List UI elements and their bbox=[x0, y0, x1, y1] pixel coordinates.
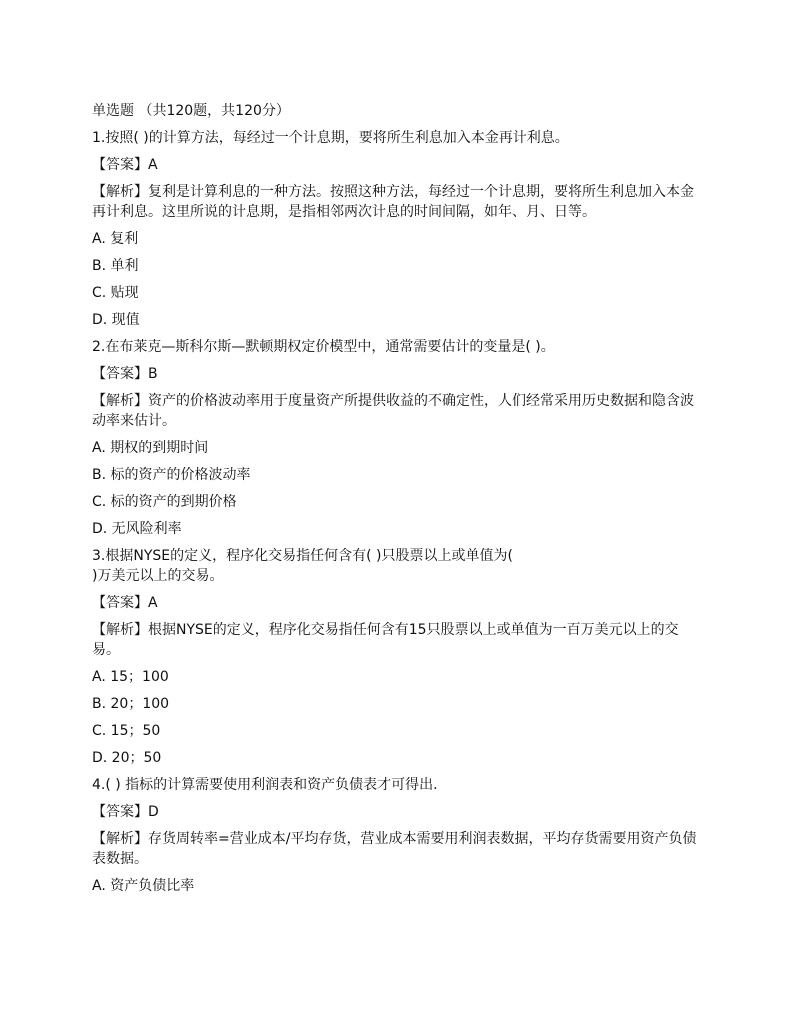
analysis-label: 【解析】 bbox=[92, 831, 148, 847]
question-stem: 4.( ) 指标的计算需要使用利润表和资产负债表才可得出. bbox=[92, 777, 438, 793]
answer-value: A bbox=[148, 157, 158, 173]
option: D. 20；50 bbox=[92, 750, 162, 766]
answer-label: 【答案】 bbox=[92, 595, 148, 611]
answer-value: A bbox=[148, 595, 158, 611]
analysis-text: 复利是计算利息的一种方法。按照这种方法，每经过一个计息期，要将所生利息加入本金再计利息。这里所说的计息期，是指相邻两次计息的时间间隔，如年、月、日等。 bbox=[92, 184, 694, 220]
option: B. 20；100 bbox=[92, 696, 170, 712]
analysis-text: 存货周转率=营业成本/平均存货，营业成本需要用利润表数据，平均存货需要用资产负债表数据。 bbox=[92, 831, 697, 867]
option: B. 标的资产的价格波动率 bbox=[92, 467, 251, 483]
analysis-line bbox=[92, 620, 704, 660]
answer-value: B bbox=[148, 366, 158, 382]
option: C. 15；50 bbox=[92, 723, 161, 739]
answer-label: 【答案】 bbox=[92, 366, 148, 382]
option: D. 现值 bbox=[92, 312, 140, 328]
question-stem: 3.根据NYSE的定义，程序化交易指任何含有( )只股票以上或单值为( )万美元以上的交易。 bbox=[92, 548, 513, 584]
question-3 bbox=[92, 546, 704, 768]
question-stem: 1.按照( )的计算方法，每经过一个计息期，要将所生利息加入本金再计利息。 bbox=[92, 130, 569, 146]
option: A. 期权的到期时间 bbox=[92, 440, 209, 456]
answer-line bbox=[92, 364, 704, 384]
option: B. 单利 bbox=[92, 258, 139, 274]
answer-value: D bbox=[148, 804, 159, 820]
answer-label: 【答案】 bbox=[92, 804, 148, 820]
question-stem: 2.在布莱克—斯科尔斯—默顿期权定价模型中，通常需要估计的变量是( )。 bbox=[92, 339, 555, 355]
answer-line bbox=[92, 802, 704, 822]
answer-line bbox=[92, 593, 704, 613]
section-title: 单选题 （共120题，共120分） bbox=[92, 103, 290, 119]
option: A. 15；100 bbox=[92, 669, 169, 685]
analysis-line bbox=[92, 829, 704, 869]
analysis-line bbox=[92, 391, 704, 431]
question-2 bbox=[92, 337, 704, 539]
analysis-label: 【解析】 bbox=[92, 184, 148, 200]
analysis-line bbox=[92, 182, 704, 222]
option: A. 复利 bbox=[92, 231, 139, 247]
question-1 bbox=[92, 128, 704, 330]
analysis-text: 根据NYSE的定义，程序化交易指任何含有15只股票以上或单值为一百万美元以上的交易。 bbox=[92, 622, 679, 658]
analysis-text: 资产的价格波动率用于度量资产所提供收益的不确定性，人们经常采用历史数据和隐含波动率来估计。 bbox=[92, 393, 694, 429]
analysis-label: 【解析】 bbox=[92, 622, 148, 638]
option: C. 贴现 bbox=[92, 285, 139, 301]
option: A. 资产负债比率 bbox=[92, 878, 195, 894]
option: C. 标的资产的到期价格 bbox=[92, 494, 237, 510]
answer-line bbox=[92, 155, 704, 175]
analysis-label: 【解析】 bbox=[92, 393, 148, 409]
question-4 bbox=[92, 775, 704, 896]
answer-label: 【答案】 bbox=[92, 157, 148, 173]
option: D. 无风险利率 bbox=[92, 521, 182, 537]
document-page bbox=[92, 101, 704, 903]
